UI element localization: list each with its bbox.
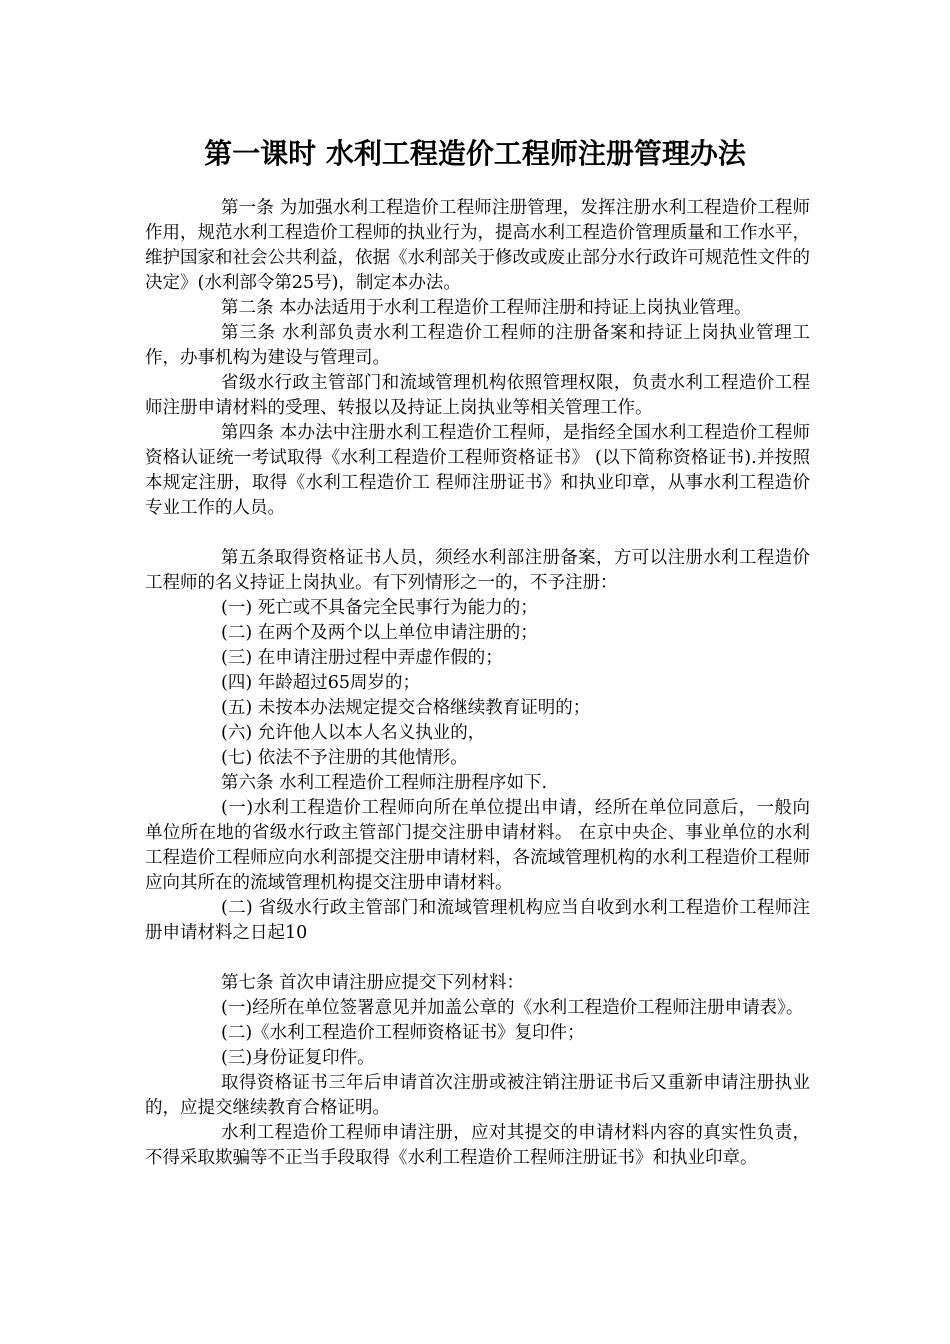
paragraph-article-7: 第七条 首次申请注册应提交下列材料： bbox=[221, 973, 525, 993]
list-item-5-5: (五) 未按本办法规定提交合格继续教育证明的； bbox=[221, 698, 591, 718]
paragraph-article-4: 第四条 本办法中注册水利工程造价工程师，是指经全国水利工程造价工程师资格认证统一考试取得《水利工程造价工程师资格证书》 (以下简称资格证书).并按照本规定注册，取得《水利工程造价工 程师注册证书》和执业印章，从事水利工程造价专业工作的人员。 bbox=[145, 423, 810, 518]
paragraph-continuing-education: 取得资格证书三年后申请首次注册或被注销注册证书后又重新申请注册执业的，应提交继续教育合格证明。 bbox=[145, 1073, 810, 1118]
paragraph-article-6: 第六条 水利工程造价工程师注册程序如下. bbox=[221, 773, 548, 793]
list-item-5-1: (一) 死亡或不具备完全民事行为能力的； bbox=[221, 598, 538, 618]
list-item-7-3: (三)身份证复印件。 bbox=[221, 1048, 375, 1068]
paragraph-article-2: 第二条 本办法适用于水利工程造价工程师注册和持证上岗执业管理。 bbox=[221, 298, 752, 318]
list-item-7-1: (一)经所在单位签署意见并加盖公章的《水利工程造价工程师注册申请表》。 bbox=[221, 998, 804, 1018]
paragraph-truthfulness: 水利工程造价工程师申请注册，应对其提交的申请材料内容的真实性负责，不得采取欺骗等不正当手段取得《水利工程造价工程师注册证书》和执业印章。 bbox=[145, 1123, 810, 1168]
blank-line bbox=[145, 521, 810, 546]
document-body bbox=[145, 196, 810, 1171]
paragraph-article-1: 第一条 为加强水利工程造价工程师注册管理，发挥注册水利工程造价工程师作用，规范水利工程造价工程师的执业行为，提高水利工程造价管理质量和工作水平，维护国家和社会公共利益，依据《水利部关于修改或废止部分水行政许可规范性文件的决定》(水利部令第25号)，制定本办法。 bbox=[145, 198, 810, 293]
paragraph-article-3: 第三条 水利部负责水利工程造价工程师的注册备案和持证上岗执业管理工作，办事机构为建设与管理司。 bbox=[145, 323, 810, 368]
list-item-5-2: (二) 在两个及两个以上单位申请注册的； bbox=[221, 623, 538, 643]
paragraph-article-3-provincial: 省级水行政主管部门和流域管理机构依照管理权限，负责水利工程造价工程师注册申请材料的受理、转报以及持证上岗执业等相关管理工作。 bbox=[145, 373, 810, 418]
list-item-6-2: (二) 省级水行政主管部门和流域管理机构应当自收到水利工程造价工程师注册申请材料之日起10 bbox=[145, 898, 810, 943]
list-item-6-1: (一)水利工程造价工程师向所在单位提出申请，经所在单位同意后，一般向单位所在地的省级水行政主管部门提交注册申请材料。 在京中央企、事业单位的水利工程造价工程师应向水利部提交注册申请材料，各流域管理机构的水利工程造价工程师应向其所在的流域管理机构提交注册申请材料。 bbox=[145, 798, 810, 893]
blank-line bbox=[145, 946, 810, 971]
paragraph-article-5: 第五条取得资格证书人员，须经水利部注册备案，方可以注册水利工程造价工程师的名义持证上岗执业。有下列情形之一的，不予注册： bbox=[145, 548, 810, 593]
list-item-7-2: (二)《水利工程造价工程师资格证书》复印件； bbox=[221, 1023, 585, 1043]
list-item-5-7: (七) 依法不予注册的其他情形。 bbox=[221, 748, 468, 768]
list-item-5-3: (三) 在申请注册过程中弄虚作假的； bbox=[221, 648, 503, 668]
list-item-5-4: (四) 年龄超过65周岁的； bbox=[221, 673, 420, 693]
document-title: 第一课时 水利工程造价工程师注册管理办法 bbox=[204, 137, 746, 170]
list-item-5-6: (六) 允许他人以本人名义执业的， bbox=[221, 723, 486, 743]
